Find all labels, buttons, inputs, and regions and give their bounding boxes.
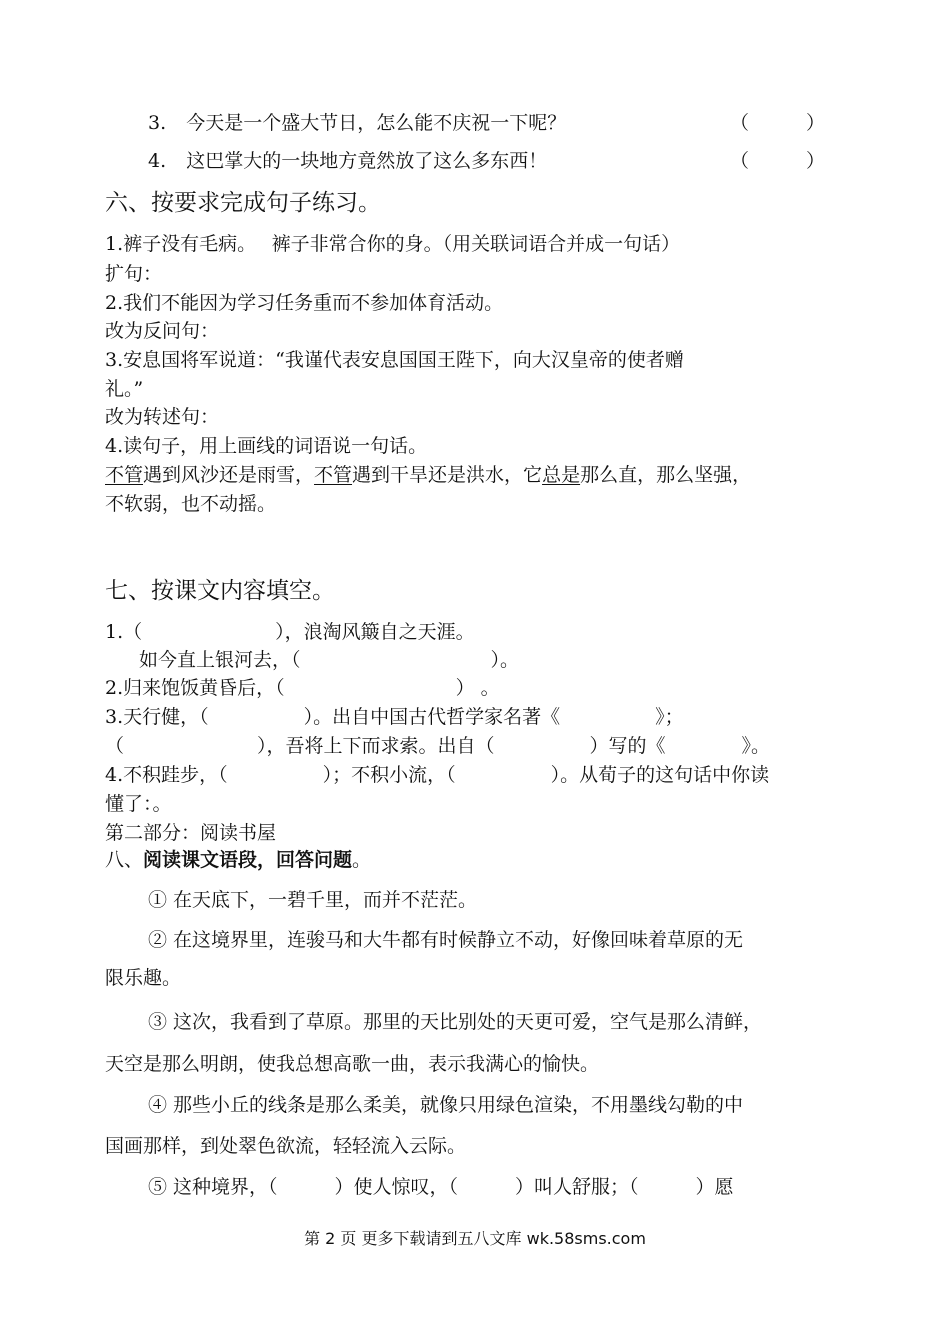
section-7-heading: 七、按课文内容填空。 [105,578,335,604]
s7-line-6: 4.不积跬步，（ ）；不积小流，（ ）。从荀子的这句话中你读 [105,764,770,786]
section-8-prefix: 八、 [105,849,144,871]
part-2-title: 第二部分：阅读书屋 [105,822,277,844]
item-4-number: 4. [148,150,167,172]
reading-paragraph-2-cont: 限乐趣。 [105,967,182,989]
item-3-number: 3. [148,112,167,134]
reading-paragraph-5: ⑤ 这种境界，（ ）使人惊叹，（ ）叫人舒服；（ ）愿 [148,1176,734,1198]
section-6-heading: 六、按要求完成句子练习。 [105,190,381,216]
s6-line-1: 1.裤子没有毛病。 裤子非常合你的身。（用关联词语合并成一句话） [105,233,681,255]
page-footer: 第 2 页 更多下载请到五八文库 wk.58sms.com [304,1229,646,1248]
reading-paragraph-3: ③ 这次，我看到了草原。那里的天比别处的天更可爱，空气是那么清鲜， [148,1011,763,1033]
item-3-text: 今天是一个盛大节日，怎么能不庆祝一下呢？ [186,112,567,134]
s7-line-5: （ ），吾将上下而求索。出自（ ）写的《 》。 [105,735,771,757]
s6-line-6: 礼。” [105,378,144,400]
sentence-part-1: 遇到风沙还是雨雪， [143,464,315,486]
s7-line-7: 懂了：。 [105,793,172,815]
item-4-answer-blank: （ ） [730,150,826,172]
item-3-answer-blank: （ ） [730,112,826,134]
underlined-word-2: 不管 [314,464,353,486]
s7-line-2: 如今直上银河去，（ ）。 [120,649,520,671]
s6-line-3: 2.我们不能因为学习任务重而不参加体育活动。 [105,292,504,314]
s7-line-4: 3.天行健，（ ）。出自中国古代哲学家名著《 》； [105,706,684,728]
underlined-word-3: 总是 [542,464,581,486]
s6-line-5: 3.安息国将军说道：“我谨代表安息国国王陛下，向大汉皇帝的使者赠 [105,349,684,371]
item-3 [148,111,566,135]
section-8-suffix: 。 [352,849,372,871]
underlined-sentence [105,463,751,487]
section-8-bold-title: 阅读课文语段，回答问题 [143,849,353,871]
s7-line-1: 1.（ ），浪淘风簸自之天涯。 [105,621,475,643]
s6-line-2: 扩句： [105,263,163,285]
section-8-heading [105,848,371,872]
sentence-part-3: 那么直，那么坚强， [580,464,752,486]
s6-line-4: 改为反问句： [105,320,220,342]
s6-line-8: 4.读句子，用上画线的词语说一句话。 [105,435,428,457]
s6-line-7: 改为转述句： [105,406,220,428]
sentence-continuation: 不软弱，也不动摇。 [105,493,277,515]
reading-paragraph-1: ① 在天底下，一碧千里，而并不茫茫。 [148,889,478,911]
underlined-word-1: 不管 [105,464,144,486]
item-4 [148,149,547,173]
item-4-text: 这巴掌大的一块地方竟然放了这么多东西！ [186,150,548,172]
reading-paragraph-3-cont: 天空是那么明朗，使我总想高歌一曲，表示我满心的愉快。 [105,1053,600,1075]
s7-line-3: 2.归来饱饭黄昏后，（ ） 。 [105,677,500,699]
reading-paragraph-4-cont: 国画那样，到处翠色欲流，轻轻流入云际。 [105,1135,467,1157]
reading-paragraph-4: ④ 那些小丘的线条是那么柔美，就像只用绿色渲染，不用墨线勾勒的中 [148,1094,744,1116]
sentence-part-2: 遇到干旱还是洪水，它 [352,464,543,486]
reading-paragraph-2: ② 在这境界里，连骏马和大牛都有时候静立不动，好像回味着草原的无 [148,929,744,951]
